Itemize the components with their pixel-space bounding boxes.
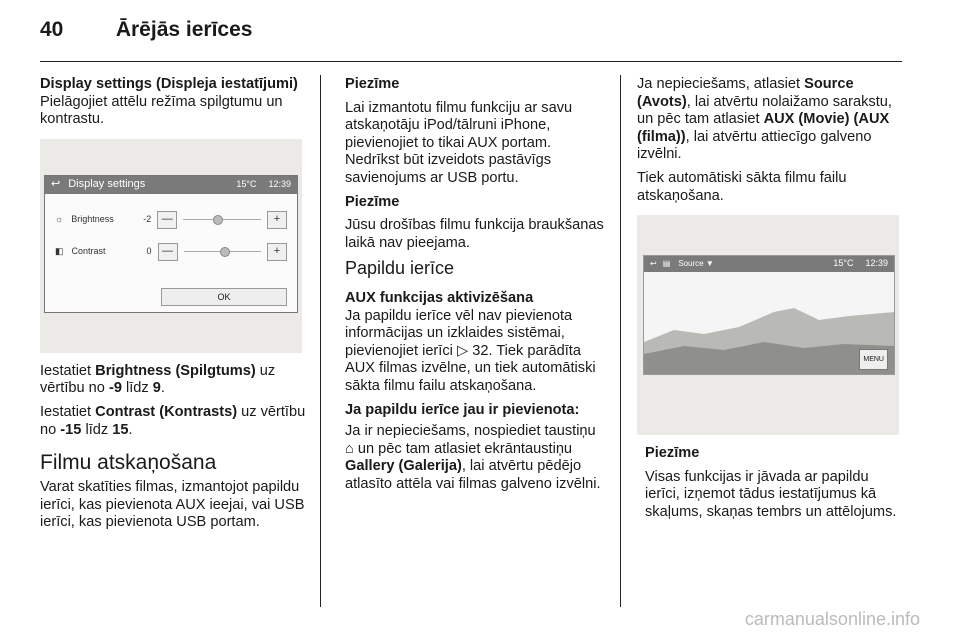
header-rule xyxy=(40,61,902,62)
temperature: 15°C xyxy=(833,258,854,269)
source-dropdown[interactable]: Source ▼ xyxy=(678,259,714,269)
subheading: AUX funkcijas aktivizēšana xyxy=(345,289,534,306)
note-block xyxy=(637,445,903,521)
watermark: carmanualsonline.info xyxy=(744,609,920,629)
display-settings-figure xyxy=(40,139,302,353)
mountain-landscape xyxy=(644,272,894,374)
home-icon: ⌂ xyxy=(345,440,354,457)
note-text: Lai izmantotu filmu funkciju ar savu atskaņotāju iPod/tālruni iPhone, pievienojiet to tikai AUX portam. Nedrīkst būt izveidots pastāvīgs savienojums ar USB portu. xyxy=(345,99,573,186)
brightness-slider[interactable] xyxy=(183,219,261,220)
movie-player-figure xyxy=(637,215,899,435)
section-title: Display settings (Displeja iestatījumi) xyxy=(40,76,298,92)
clock: 12:39 xyxy=(268,178,291,189)
note-title: Piezīme xyxy=(345,193,400,210)
note-title: Piezīme xyxy=(645,445,700,462)
contrast-row xyxy=(55,242,287,262)
column-2 xyxy=(345,76,607,499)
contrast-instruction: Iestatiet Contrast (Kontrasts) uz vērtību no -15 līdz 15. xyxy=(40,403,306,438)
contrast-label: Contrast xyxy=(71,245,106,256)
screen-title-bar xyxy=(45,176,297,194)
aux-activation-text: Ja papildu ierīce vēl nav pievienota informācijas un izklaides sistēmai, pievienojiet ierīci ▷ 32. Tiek parādīta AUX filmas izvēlne, un tiek automātiski sākta filmu failu atskaņošana. xyxy=(345,307,596,394)
subheading: Ja papildu ierīce jau ir pievienota: xyxy=(345,401,580,418)
column-3 xyxy=(637,76,903,528)
intro-text: Pielāgojiet attēlu režīma spilgtumu un kontrastu. xyxy=(40,93,283,128)
contrast-plus-button[interactable]: + xyxy=(267,243,287,261)
brightness-row xyxy=(55,210,287,230)
page-number: 40 xyxy=(40,18,64,41)
temperature: 15°C xyxy=(236,178,257,189)
brightness-value: -2 xyxy=(143,213,152,224)
note-text: Visas funkcijas ir jāvada ar papildu ierīci, izņemot tādus iestatījumus kā skaļums, skaņas tembrs un attēlojums. xyxy=(645,468,897,520)
brightness-knob[interactable] xyxy=(213,215,223,225)
autoplay-text: Tiek automātiski sākta filmu failu atskaņošana. xyxy=(637,169,847,204)
brightness-plus-button[interactable]: + xyxy=(267,211,287,229)
contrast-knob[interactable] xyxy=(220,247,230,257)
brightness-label: Brightness xyxy=(71,213,114,224)
source-instruction: Ja nepieciešams, atlasiet Source (Avots), lai atvērtu nolaižamo sarakstu, un pēc tam atlasiet AUX (Movie) (AUX (filma)), lai atvērtu attiecīgo galveno izvēlni. xyxy=(637,76,892,163)
contrast-minus-button[interactable]: — xyxy=(158,243,178,261)
sun-icon: ☼ xyxy=(55,213,64,224)
page-header xyxy=(40,18,252,42)
note-title: Piezīme xyxy=(345,76,400,92)
section-heading: Filmu atskaņošana xyxy=(40,451,217,475)
ok-button[interactable]: OK xyxy=(161,288,287,306)
settings-screen xyxy=(44,175,298,313)
contrast-icon: ◧ xyxy=(55,245,64,256)
page-ref-icon[interactable]: ▷ xyxy=(456,342,473,359)
menu-button[interactable]: MENU xyxy=(859,349,888,371)
brightness-minus-button[interactable]: — xyxy=(157,211,177,229)
column-divider xyxy=(320,75,321,607)
movie-intro: Varat skatīties filmas, izmantojot papildu ierīci, kas pievienota AUX ieejai, vai USB ierīci, kas pievienota USB portam. xyxy=(40,479,305,531)
section-heading: Papildu ierīce xyxy=(345,258,455,279)
column-1 xyxy=(40,76,306,538)
back-icon[interactable]: ↩ xyxy=(650,259,657,269)
movie-screen xyxy=(643,255,895,375)
back-icon: ↩ xyxy=(51,177,61,190)
screen-title: Display settings xyxy=(68,177,146,190)
note-text: Jūsu drošības filmu funkcija braukšanas laikā nav pieejama. xyxy=(345,217,604,251)
clock: 12:39 xyxy=(865,258,888,269)
aux-connected-text: Ja ir nepieciešams, nospiediet taustiņu ⌂ un pēc tam atlasiet ekrāntaustiņu Gallery (Galerija), lai atvērtu pēdējo atlasīto attēla vai filmas galveno izvēlni. xyxy=(345,423,601,492)
column-divider xyxy=(620,75,621,607)
brightness-instruction: Iestatiet Brightness (Spilgtums) uz vērtību no -9 līdz 9. xyxy=(40,362,276,397)
page-title: Ārējās ierīces xyxy=(115,18,253,41)
screen-title-bar xyxy=(644,256,894,272)
source-icon: ▤ xyxy=(662,259,671,269)
contrast-slider[interactable] xyxy=(184,251,261,252)
contrast-value: 0 xyxy=(146,245,152,256)
